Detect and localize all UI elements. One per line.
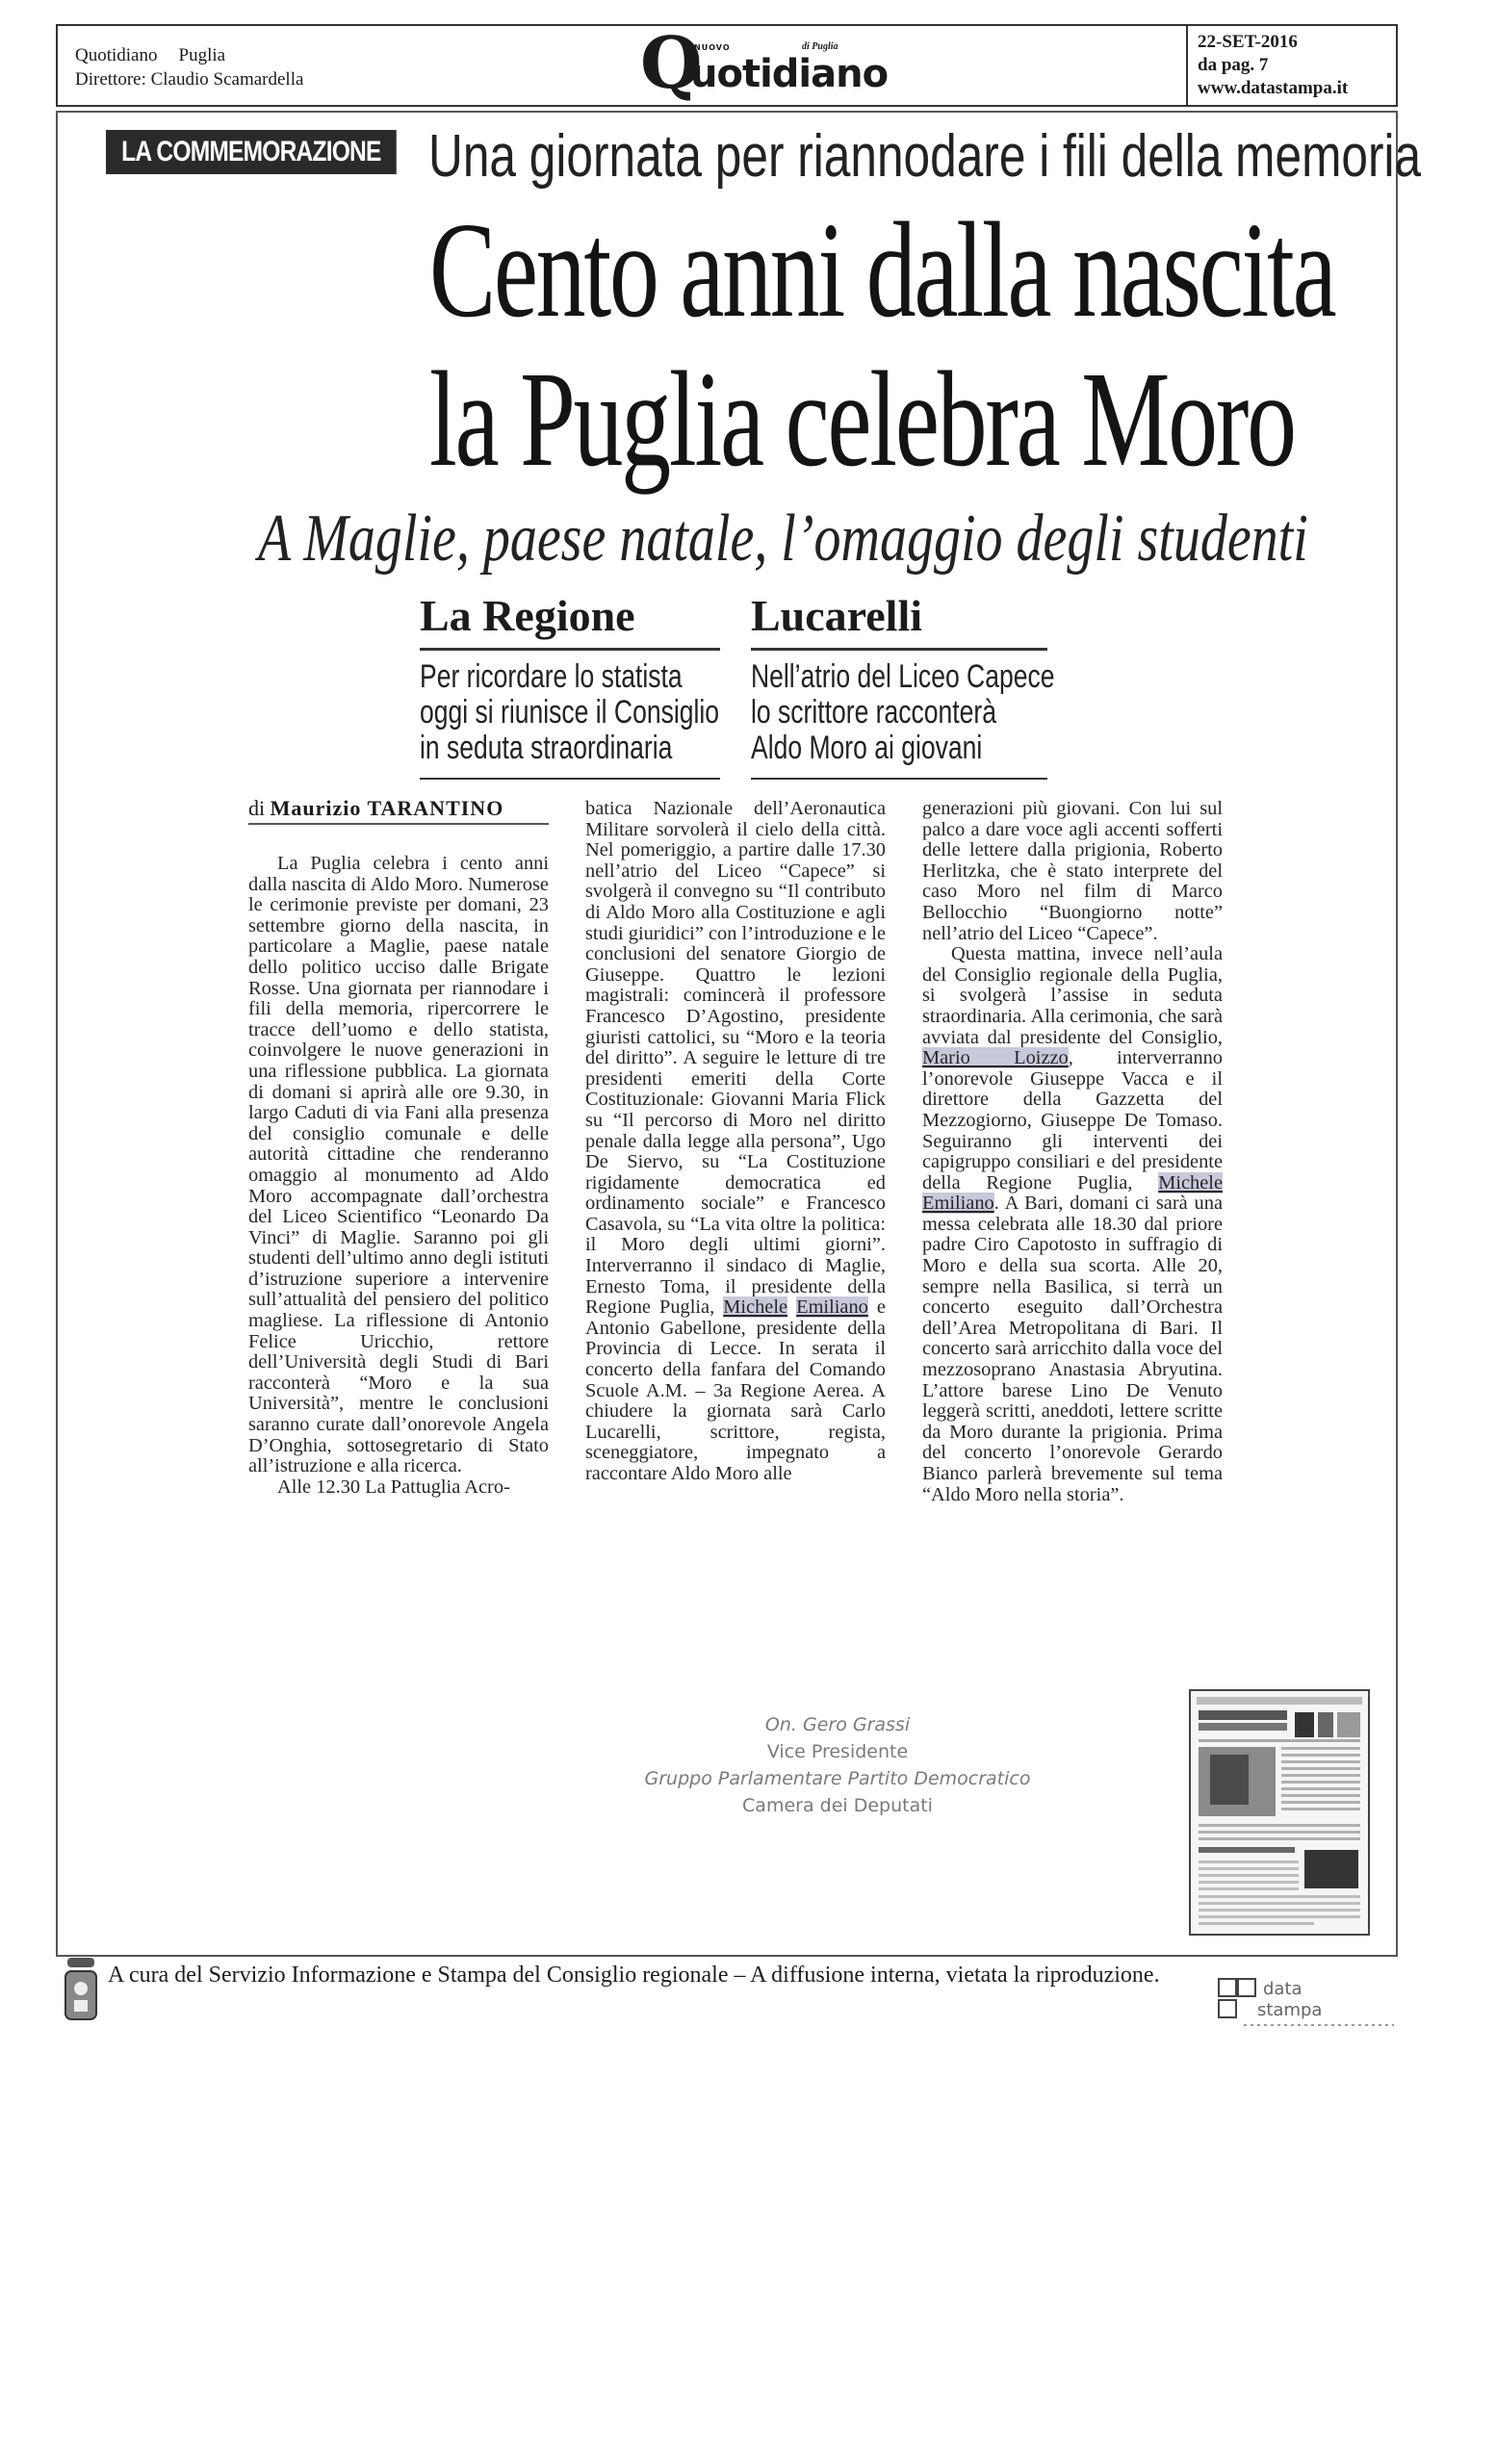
signature-block	[616, 1711, 1059, 1819]
paragraph	[585, 799, 886, 1485]
masthead-left	[75, 43, 303, 91]
divider	[751, 778, 1047, 780]
masthead-box	[56, 24, 1398, 107]
headline-line-2: la Puglia celebra Moro	[429, 343, 1295, 495]
divider	[420, 778, 720, 780]
article-column-3	[922, 799, 1223, 1505]
author-name: Maurizio TARANTINO	[270, 796, 504, 820]
director-line: Direttore: Claudio Scamardella	[75, 69, 304, 90]
source-region: Puglia	[178, 45, 226, 65]
highlighted-name: Mario Loizzo	[922, 1047, 1069, 1069]
signature-chamber: Camera dei Deputati	[742, 1795, 933, 1816]
deck-line: in seduta straordinaria	[420, 730, 673, 766]
divider	[420, 648, 720, 651]
deck-lucarelli	[751, 659, 1054, 766]
issue-date: 22-SET-2016	[1198, 32, 1298, 52]
brand-word: data	[1263, 1979, 1303, 1999]
paragraph: La Puglia celebra i cento anni dalla nascita di Aldo Moro. Numerose le cerimonie previste per domani, 23 settembre giorno della nascita, in particolare a Maglie, paese natale dello politico ucciso dalle Brigate Rosse. Una giornata per riannodare i fili della memoria, ripercorrere le tracce dell’uomo e dello statista, coinvolgere le nuove generazioni in una riflessione pubblica. La giornata di domani si aprirà alle ore 9.30, in largo Caduti di via Fani alla presenza del consiglio comunale e delle autorità cittadine che renderanno omaggio al monumento ad Aldo Moro accompagnate dall’orchestra del Liceo Scientifico “Leonardo Da Vinci” di Maglie. Saranno poi gli studenti dell’ultimo anno degli istituti d’istruzione superiore a intervenire sull’attualità del pensiero del politico magliese. La riflessione di Antonio Felice Uricchio, rettore dell’Università degli Studi di Bari racconterà “Moro e la sua Università”, mentre le conclusioni saranno curate dall’onorevole Angela D’Onghia, sottosegretario di Stato all’istruzione e alla ricerca.	[248, 853, 549, 1477]
text-run: e Antonio Gabellone, presidente della Provincia di Lecce. In serata il concerto della fanfara del Comando Scuole A.M. – 3a Regione Aerea. A chiudere la giornata sarà Carlo Lucarelli, scrittore, regista, sceneggiatore, impegnato a raccontare Aldo Moro alle	[585, 1296, 886, 1484]
headline-line-1: Cento anni dalla nascita	[429, 193, 1335, 346]
text-run: , interverranno l’onorevole Giuseppe Vacca e il direttore della Gazzetta del Mezzogiorno, Giuseppe De Tomaso. Seguiranno gli interventi dei capigruppo consiliari e del presidente della Regione Puglia,	[922, 1047, 1224, 1194]
byline	[248, 796, 503, 821]
page-thumbnail-image	[1189, 1689, 1370, 1936]
highlighted-name: Michele	[1158, 1171, 1223, 1194]
deck-line: oggi si riunisce il Consiglio	[420, 694, 720, 731]
article-column-2	[585, 799, 886, 1485]
section-heading-lucarelli: Lucarelli	[751, 591, 923, 640]
masthead-right	[1186, 26, 1398, 105]
newspaper-logo	[640, 22, 890, 105]
website-link[interactable]: www.datastampa.it	[1198, 78, 1349, 98]
section-heading-regione: La Regione	[420, 591, 635, 640]
paragraph: generazioni più giovani. Con lui sul palco a dare voce agli accenti sofferti delle lettere dalla prigionia, Roberto Herlitzka, che è stato interprete del caso Moro nel film di Marco Bellocchio “Buongiorno notte” nell’atrio del Liceo “Capece”.	[922, 798, 1223, 944]
footer-note: A cura del Servizio Informazione e Stampa del Consiglio regionale – A diffusione interna, vietata la riproduzione.	[108, 1963, 1160, 1988]
article-column-1	[248, 854, 549, 1498]
paragraph: Alle 12.30 La Pattuglia Acro-	[277, 1476, 510, 1498]
regional-crest-logo	[62, 1954, 100, 2023]
source-name: Quotidiano	[75, 45, 158, 65]
brand-word: stampa	[1257, 2000, 1323, 2020]
deck-regione	[420, 659, 719, 766]
highlighted-name: Emiliano	[922, 1193, 994, 1215]
logo-region: di Puglia	[802, 41, 838, 52]
text-run: Questa mattina, invece nell’aula del Consiglio regionale della Puglia, si svolgerà l’assise in seduta straordinaria. Alla cerimonia, che sarà avviata dal presidente del Consiglio,	[922, 943, 1223, 1048]
divider	[751, 648, 1047, 651]
page-ref: da pag. 7	[1198, 55, 1269, 75]
overline: Una giornata per riannodare i fili della memoria	[428, 123, 1422, 190]
byline-prefix: di	[248, 796, 266, 820]
deck-line: Per ricordare lo statista	[420, 658, 683, 695]
paragraph	[922, 944, 1223, 1505]
deck-line: Aldo Moro ai giovani	[751, 730, 983, 766]
text-run: . A Bari, domani ci sarà una messa celebrata alle 18.30 dal priore padre Ciro Capotosto in suffragio di Moro e della sua scorta. Alle 20, sempre nella Basilica, si terrà un concerto eseguito dall’Orchestra dell’Area Metropolitana di Bari. Il concerto sarà arricchito dalla voce del mezzosoprano Anastasia Abryutina. L’attore barese Lino De Venuto leggerà scritti, aneddoti, lettere scritte da Moro durante la prigionia. Prima del concerto l’onorevole Gerardo Bianco parlerà brevemente sul tema “Aldo Moro nella storia”.	[922, 1193, 1223, 1505]
datastampa-logo	[1215, 1971, 1398, 2029]
subtitle: A Maglie, paese natale, l’omaggio degli studenti	[258, 501, 1308, 576]
deck-line: Nell’atrio del Liceo Capece	[751, 658, 1055, 695]
logo-tag: NUOVO	[694, 43, 731, 52]
deck-line: lo scrittore racconterà	[751, 694, 996, 731]
signature-name: On. Gero Grassi	[764, 1714, 911, 1735]
signature-group: Gruppo Parlamentare Partito Democratico	[644, 1768, 1031, 1789]
section-kicker: LA COMMEMORAZIONE	[106, 130, 397, 174]
logo-text: uotidiano	[690, 52, 889, 96]
divider	[248, 823, 549, 825]
highlighted-name: Emiliano	[796, 1296, 868, 1319]
highlighted-name: Michele	[723, 1296, 788, 1319]
logo-q: Q	[640, 22, 703, 105]
signature-role: Vice Presidente	[766, 1741, 909, 1762]
text-run: batica Nazionale dell’Aeronautica Militare sorvolerà il cielo della città. Nel pomeriggio, a partire dalle 17.30 nell’atrio del Liceo “Capece” si svolgerà il convegno su “Il contributo di Aldo Moro alla Costituzione e agli studi giuridici” con l’introduzione e le conclusioni del senatore Giorgio de Giuseppe. Quattro le lezioni magistrali: comincerà il professore Francesco D’Agostino, presidente giuristi cattolici, su “Moro e la teoria del diritto”. A seguire le letture di tre presidenti emeriti della Corte Costituzionale: Giovanni Maria Flick su “Il percorso di Moro nel diritto penale dalla legge alla persona”, Ugo De Siervo, su “La Costituzione rigidamente democratica ed ordinamento sociale” e Francesco Casavola, su “La vita oltre la politica: il Moro degli ultimi giorni”. Interverranno il sindaco di Maglie, Ernesto Toma, il presidente della Regione Puglia,	[585, 798, 887, 1319]
